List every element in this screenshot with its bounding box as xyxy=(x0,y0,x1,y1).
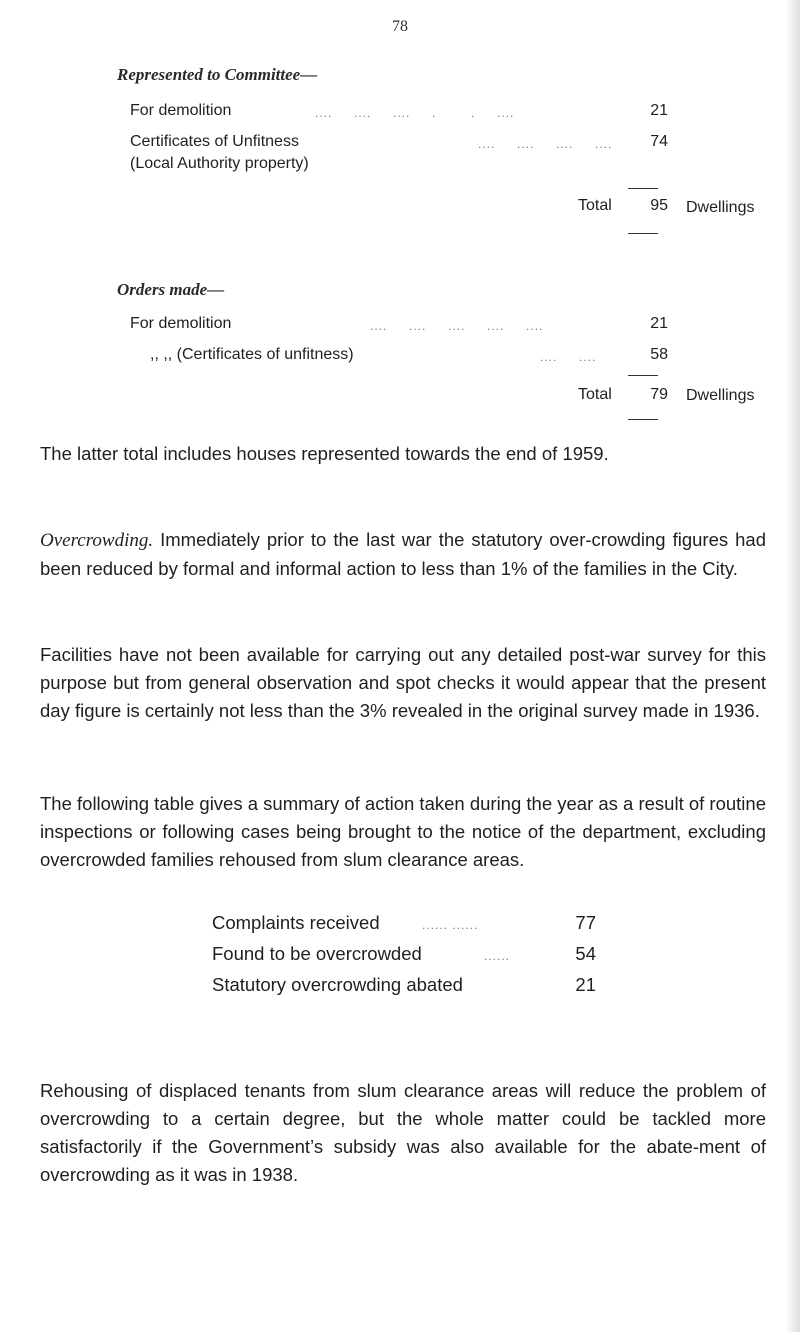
leader-dots: ...... xyxy=(484,949,511,963)
leader-dots: ...... ...... xyxy=(422,918,479,932)
summary-row-value: 77 xyxy=(575,912,596,933)
orders-row-value: 21 xyxy=(650,315,668,332)
orders-row-label: ,, ,, (Certificates of unfitness) xyxy=(150,346,354,363)
leader-dots: .... .... .... .... xyxy=(478,137,613,151)
orders-row-value: 58 xyxy=(650,346,668,363)
represented-note: (Local Authority property) xyxy=(130,155,309,172)
leader-dots: .... .... .... .... .... xyxy=(370,319,544,333)
summary-row-value: 54 xyxy=(575,943,596,964)
rehousing-paragraph: Rehousing of displaced tenants from slum clearance areas will reduce the problem of overcrowding to a certain degree, but the whole matter could be tackled more satisfactorily if the Government’s subsidy was also available for the abate-ment of overcrowding as it was in 1938. xyxy=(40,1080,766,1185)
subtotal-rule xyxy=(628,375,658,376)
summary-row-label: Statutory overcrowding abated xyxy=(212,974,463,995)
overcrowding-heading: Overcrowding. xyxy=(40,530,154,551)
represented-row-label: For demolition xyxy=(130,102,232,119)
subtotal-rule xyxy=(628,188,658,189)
represented-total-label: Total xyxy=(578,197,612,214)
page-edge-shadow xyxy=(786,0,800,1332)
orders-total-value: 79 xyxy=(650,386,668,403)
leader-dots: .... .... .... . . .... xyxy=(315,106,515,120)
represented-unit: Dwellings xyxy=(686,199,755,216)
total-rule xyxy=(628,233,658,234)
overcrowding-paragraph xyxy=(40,526,766,583)
summary-row-label: Found to be overcrowded xyxy=(212,943,422,964)
represented-row-value: 74 xyxy=(650,133,668,150)
orders-total-label: Total xyxy=(578,386,612,403)
overcrowding-body: Immediately prior to the last war the statutory over-crowding figures had been reduced by formal and informal action to less than 1% of the families in the City. xyxy=(40,529,766,579)
represented-row-label: Certificates of Unfitness xyxy=(130,133,299,150)
summary-row-value: 21 xyxy=(575,974,596,995)
represented-total-value: 95 xyxy=(650,197,668,214)
leader-dots: .... .... xyxy=(540,350,597,364)
latter-total-paragraph: The latter total includes houses represented towards the end of 1959. xyxy=(40,443,609,464)
page-number: 78 xyxy=(392,18,408,35)
summary-row-label: Complaints received xyxy=(212,912,380,933)
orders-unit: Dwellings xyxy=(686,387,755,404)
total-rule xyxy=(628,419,658,420)
represented-row-value: 21 xyxy=(650,102,668,119)
facilities-paragraph: Facilities have not been available for carrying out any detailed post-war survey for this purpose but from general observation and spot checks it would appear that the present day figure is certainly not less than the 3% revealed in the original survey made in 1936. xyxy=(40,644,766,721)
orders-row-label: For demolition xyxy=(130,315,232,332)
represented-heading: Represented to Committee— xyxy=(117,65,318,84)
following-table-paragraph: The following table gives a summary of action taken during the year as a result of routine inspections or following cases being brought to the notice of the department, excluding overcrowded families rehoused from slum clearance areas. xyxy=(40,793,766,870)
orders-heading: Orders made— xyxy=(117,280,225,299)
